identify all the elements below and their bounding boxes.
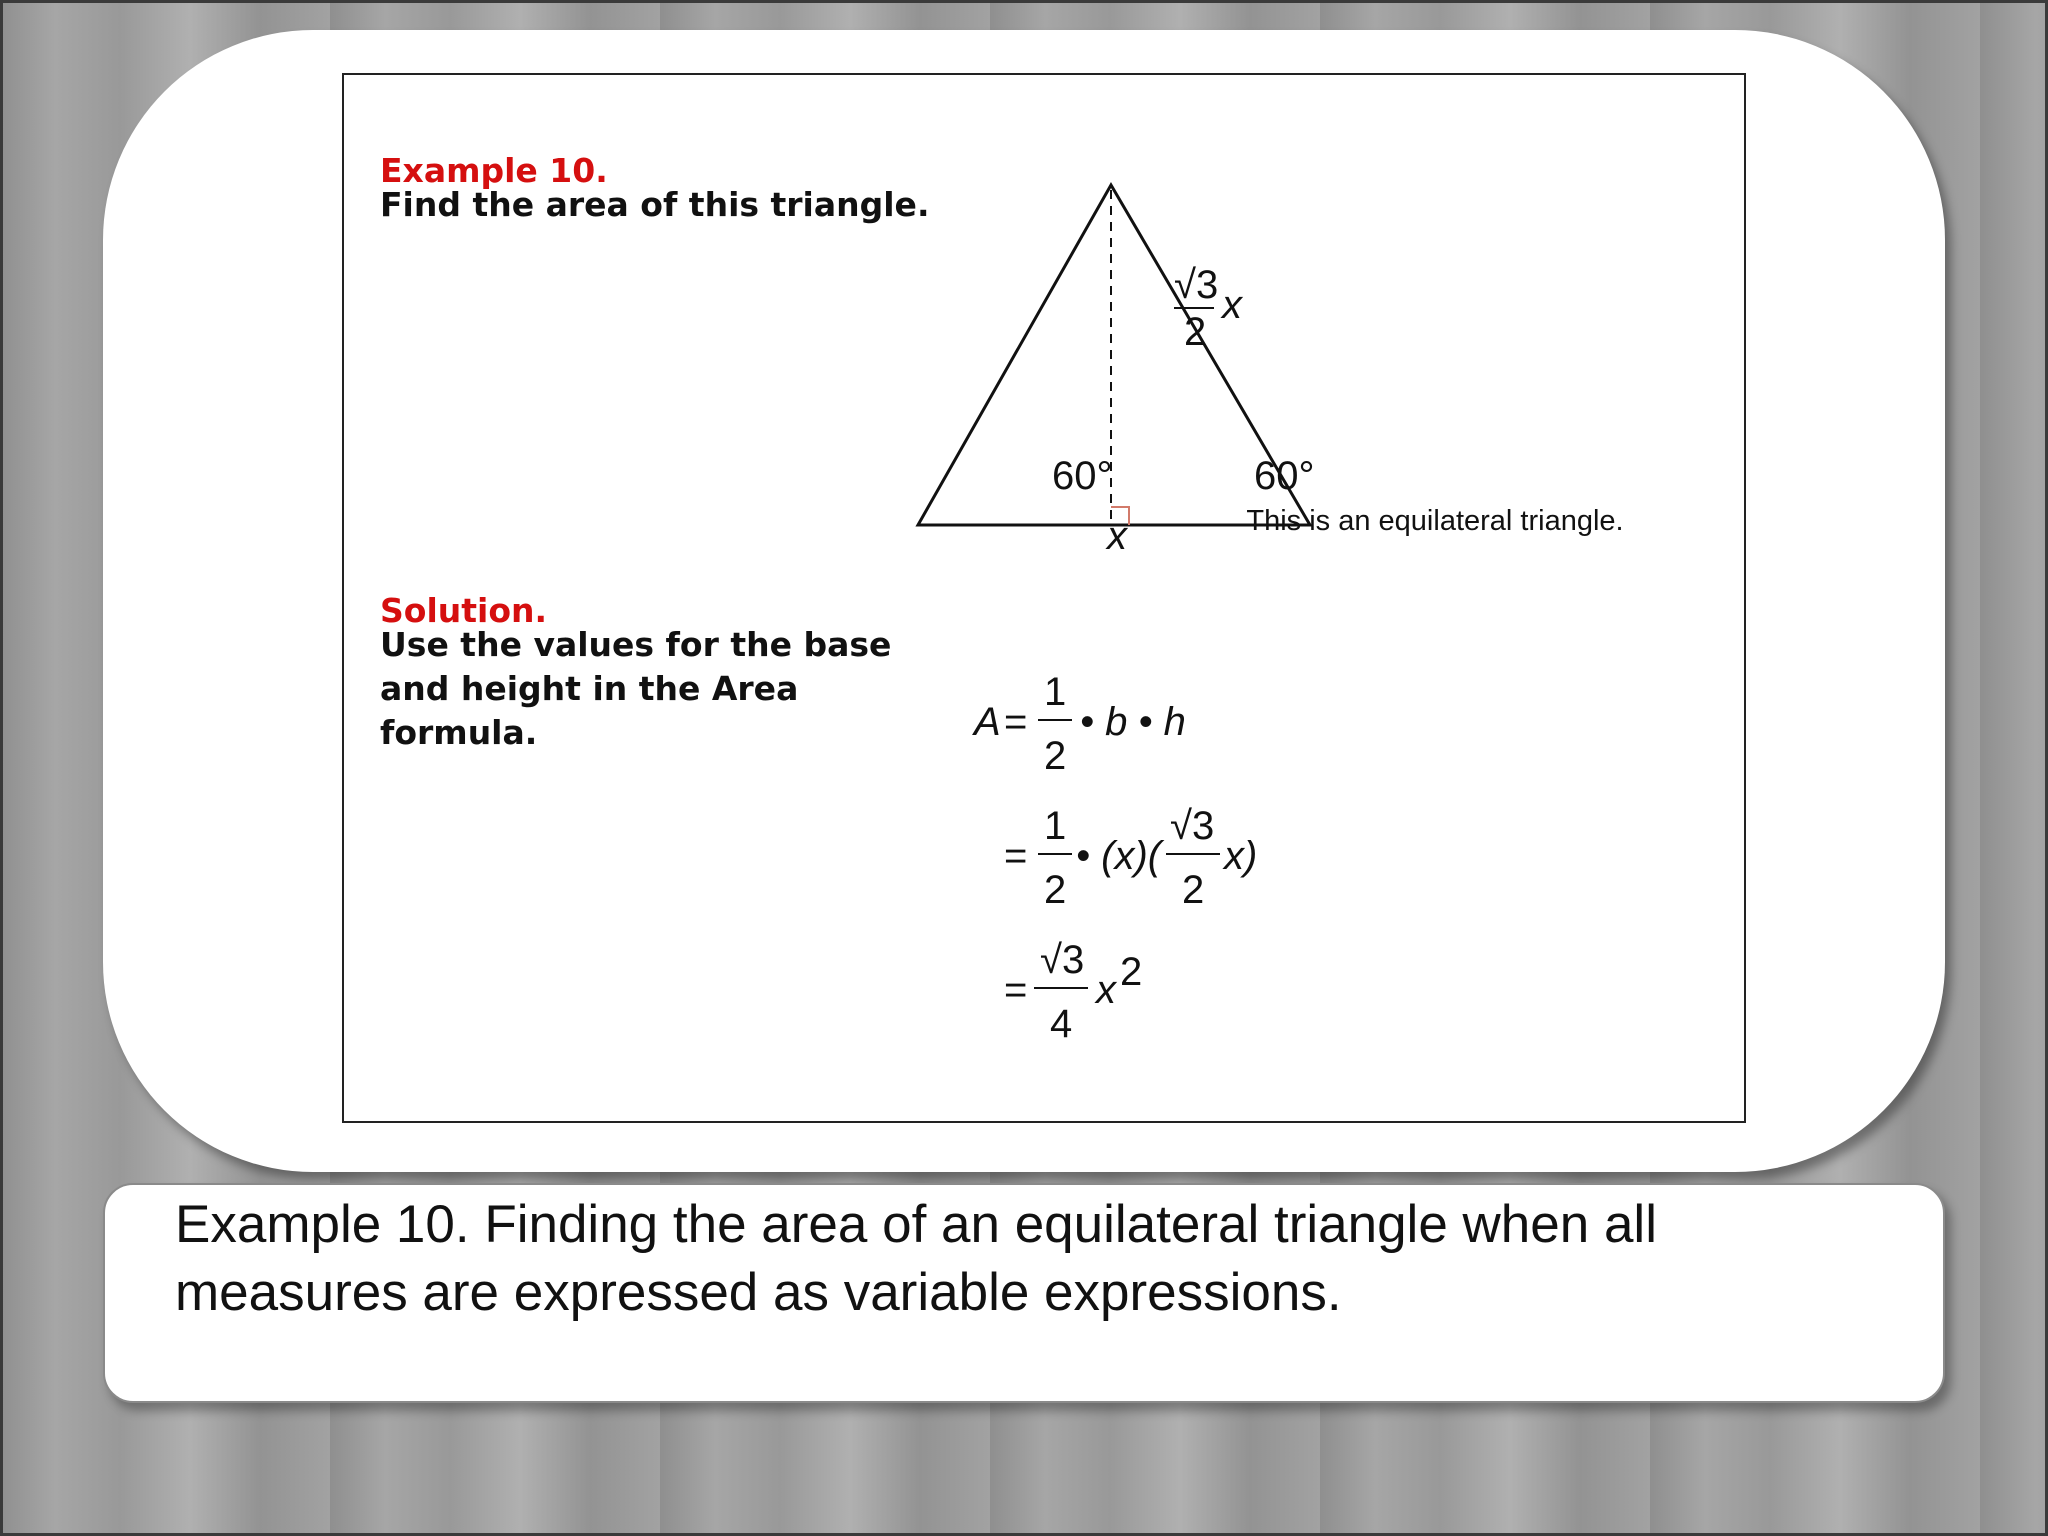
triangle-diagram	[344, 75, 1744, 1121]
height-numerator: √3	[1174, 263, 1219, 307]
height-variable: x	[1222, 283, 1242, 327]
formula-line3-equals: =	[1004, 968, 1028, 1012]
formula-line2-equals: =	[1004, 834, 1028, 878]
formula-line1-equals: =	[1004, 700, 1028, 744]
formula-line3-denominator: 4	[1050, 1002, 1073, 1046]
problem-statement: Find the area of this triangle.	[380, 185, 930, 224]
example-label: Example 10.	[380, 151, 608, 190]
height-denominator: 2	[1184, 310, 1207, 354]
formula-line1-rest: • b • h	[1080, 700, 1186, 744]
formula-line3-variable: x	[1096, 968, 1116, 1012]
base-label: x	[1107, 514, 1127, 558]
formula-line2-denominator: 2	[1044, 868, 1067, 912]
formula-line2-numerator: 1	[1044, 804, 1067, 848]
formula-line1-numerator: 1	[1044, 670, 1067, 714]
equilateral-triangle	[918, 185, 1310, 525]
solution-line-1: Use the values for the base	[380, 625, 892, 664]
formula-line2-middle: • (x)(	[1076, 834, 1162, 878]
solution-line-2: and height in the Area	[380, 669, 799, 708]
formula-line2-numerator2: √3	[1170, 804, 1215, 848]
formula-line2-denominator2: 2	[1182, 868, 1205, 912]
caption-text: Example 10. Finding the area of an equilateral triangle when all measures are expressed as variable expressions.	[175, 1195, 1657, 1322]
solution-line-3: formula.	[380, 713, 538, 752]
solution-label: Solution.	[380, 591, 548, 630]
slide-panel	[342, 73, 1746, 1123]
triangle-caption: This is an equilateral triangle.	[1246, 505, 1624, 537]
caption-card	[103, 1183, 1945, 1403]
angle-right-label: 60°	[1254, 454, 1315, 498]
formula-line1-denominator: 2	[1044, 734, 1067, 778]
formula-line2-end: x)	[1224, 834, 1258, 878]
formula-area-symbol: A	[974, 700, 1001, 744]
formula-line3-exponent: 2	[1120, 950, 1143, 994]
angle-left-label: 60°	[1052, 454, 1113, 498]
formula-line3-numerator: √3	[1040, 938, 1085, 982]
